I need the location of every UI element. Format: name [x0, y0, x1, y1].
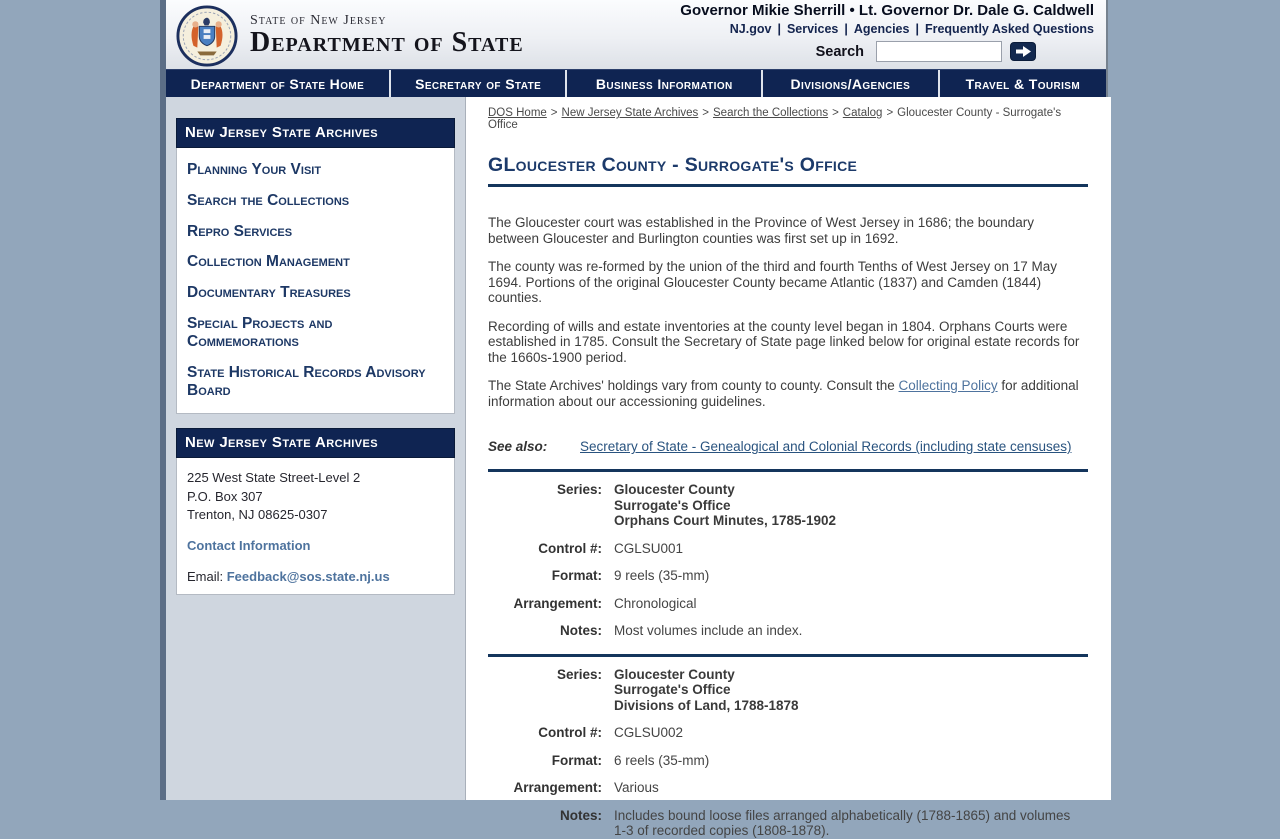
- quick-links: [680, 22, 1094, 36]
- new-jersey-state-seal-icon: [176, 5, 238, 67]
- collecting-policy-link[interactable]: Collecting Policy: [898, 378, 998, 393]
- breadcrumb: [488, 107, 1088, 131]
- record-row-notes: [488, 808, 1088, 839]
- catalog-record-2: [488, 667, 1088, 839]
- breadcrumb-state-archives[interactable]: New Jersey State Archives: [561, 107, 699, 119]
- breadcrumb-separator: >: [702, 107, 710, 119]
- control-value: CGLSU002: [614, 725, 684, 740]
- contact-information-link[interactable]: Contact Information: [187, 538, 311, 554]
- nav-item-divisions-agencies[interactable]: Divisions/Agencies: [761, 70, 938, 97]
- format-value: 6 reels (35-mm): [614, 752, 710, 768]
- content-area: [166, 97, 1106, 838]
- arrangement-value: Various: [614, 780, 659, 795]
- department-wordmark: [250, 13, 524, 57]
- quick-link-divider: |: [915, 22, 919, 36]
- record-row-format: [488, 568, 1088, 584]
- address-line-city: Trenton, NJ 08625-0307: [187, 506, 328, 522]
- quick-link-divider: |: [777, 22, 781, 36]
- page-title: GLoucester County - Surrogate's Office: [488, 154, 1088, 187]
- search-input[interactable]: [876, 41, 1002, 62]
- holdings-text-after: for additional information about our accessioning guidelines.: [488, 378, 1079, 409]
- search-label: Search: [815, 43, 864, 60]
- paragraph-court-established: The Gloucester court was established in the Province of West Jersey in 1686; the boundary between Gloucester and Burlington counties was first set up in 1692.: [488, 215, 1035, 246]
- notes-label: Notes:: [559, 623, 602, 638]
- breadcrumb-catalog[interactable]: Catalog: [842, 107, 883, 119]
- series-line: Divisions of Land, 1788-1878: [614, 697, 799, 713]
- quick-link-divider: |: [844, 22, 848, 36]
- email-row: [187, 569, 444, 584]
- nav-item-department-of-state-home[interactable]: Department of State Home: [190, 75, 365, 92]
- archives-nav-box: [176, 118, 455, 414]
- record-row-arrangement: [488, 596, 1088, 612]
- breadcrumb-dos-home[interactable]: DOS Home: [488, 107, 547, 119]
- series-line: Gloucester County: [614, 666, 735, 682]
- archives-contact-box: [176, 428, 455, 595]
- archives-nav-box-body: [176, 148, 455, 414]
- series-value: [614, 667, 799, 714]
- sidebar-item-documentary-treasures[interactable]: Documentary Treasures: [187, 284, 351, 302]
- sidebar-item-planning-your-visit[interactable]: Planning Your Visit: [187, 161, 322, 178]
- control-label: Control #:: [538, 540, 602, 556]
- nav-item-business-information[interactable]: Business Information: [565, 70, 761, 97]
- quick-link-services[interactable]: Services: [786, 22, 839, 36]
- control-label: Control #:: [538, 725, 602, 740]
- archives-nav-box-title: New Jersey State Archives: [176, 118, 455, 148]
- sidebar-item-collection-management[interactable]: Collection Management: [187, 253, 350, 271]
- quick-link-agencies[interactable]: Agencies: [853, 22, 910, 36]
- format-value: 9 reels (35-mm): [614, 568, 710, 583]
- notes-value: Most volumes include an index.: [614, 623, 803, 638]
- arrangement-label: Arrangement:: [513, 595, 602, 611]
- series-value: [614, 482, 836, 529]
- series-label: Series:: [556, 666, 602, 682]
- address-line-pobox: P.O. Box 307: [187, 488, 263, 504]
- series-line: Orphans Court Minutes, 1785-1902: [614, 513, 837, 528]
- record-row-notes: [488, 623, 1088, 639]
- record-row-arrangement: [488, 780, 1088, 796]
- email-feedback-link[interactable]: Feedback@sos.state.nj.us: [226, 569, 390, 585]
- state-of-new-jersey-text: State of New Jersey: [250, 12, 387, 28]
- breadcrumb-separator: >: [886, 107, 894, 119]
- arrow-right-icon: [1015, 46, 1031, 57]
- main-navigation: [166, 69, 1106, 97]
- series-label: Series:: [556, 482, 602, 497]
- series-line: Surrogate's Office: [614, 497, 731, 513]
- sidebar: [166, 97, 466, 800]
- arrangement-label: Arrangement:: [513, 780, 602, 795]
- nav-item-secretary-of-state[interactable]: Secretary of State: [389, 70, 566, 97]
- paragraph-holdings: [488, 378, 1088, 409]
- masthead: [166, 0, 1106, 69]
- arrangement-value: Chronological: [614, 595, 697, 611]
- sidebar-item-search-the-collections[interactable]: Search the Collections: [187, 191, 350, 209]
- see-also-genealogical-records-link[interactable]: Secretary of State - Genealogical and Colonial Records (including state censuses): [580, 439, 1072, 454]
- sidebar-item-repro-services[interactable]: Repro Services: [187, 222, 293, 240]
- masthead-right: [680, 0, 1106, 69]
- record-row-control: [488, 725, 1088, 741]
- format-label: Format:: [551, 752, 602, 768]
- breadcrumb-separator: >: [832, 107, 839, 119]
- nav-item-travel-tourism[interactable]: Travel & Tourism: [938, 70, 1106, 97]
- archives-contact-box-body: [176, 458, 455, 595]
- section-divider: [488, 469, 1088, 472]
- breadcrumb-current: Gloucester County - Surrogate's Office: [488, 107, 1062, 131]
- see-also-label: See also:: [488, 439, 548, 454]
- record-row-series: [488, 667, 1088, 714]
- notes-label: Notes:: [559, 807, 602, 823]
- department-logo-link[interactable]: [166, 0, 524, 69]
- record-row-series: [488, 482, 1088, 529]
- search-row: [680, 41, 1094, 62]
- catalog-record-1: [488, 482, 1088, 639]
- email-label: Email:: [187, 569, 227, 585]
- search-go-button[interactable]: [1010, 42, 1036, 61]
- format-label: Format:: [551, 568, 602, 583]
- record-row-control: [488, 541, 1088, 557]
- intro-paragraphs: [488, 215, 1088, 409]
- address-line-street: 225 West State Street-Level 2: [187, 470, 361, 486]
- series-line: Gloucester County: [614, 482, 735, 497]
- breadcrumb-separator: >: [550, 107, 558, 119]
- paragraph-recording-wills: Recording of wills and estate inventories at the county level began in 1804. Orphans Courts were established in 1785. Consult the Secretary of State page linked below for original estate records for the 1660s-1900 period.: [488, 318, 1080, 365]
- see-also-row: [488, 439, 1088, 454]
- main-column: [466, 97, 1111, 838]
- paragraph-county-reformed: The county was re-formed by the union of the third and fourth Tenths of West Jersey on 17 May 1694. Portions of the original Gloucester County became Atlantic (1837) and Camden (1844) counties.: [488, 259, 1058, 305]
- quick-link-faq[interactable]: Frequently Asked Questions: [924, 22, 1094, 36]
- holdings-text-before: The State Archives' holdings vary from county to county. Consult the: [488, 378, 899, 393]
- breadcrumb-search-collections[interactable]: Search the Collections: [713, 107, 829, 119]
- governor-line: Governor Mikie Sherrill • Lt. Governor Dr. Dale G. Caldwell: [680, 2, 1094, 19]
- record-row-format: [488, 753, 1088, 769]
- archives-contact-box-title: New Jersey State Archives: [176, 428, 455, 458]
- series-line: Surrogate's Office: [614, 682, 731, 697]
- sidebar-item-shrab[interactable]: State Historical Records Advisory Board: [187, 363, 426, 399]
- department-of-state-text: Department of State: [250, 26, 524, 58]
- quick-link-njgov[interactable]: NJ.gov: [729, 22, 772, 36]
- notes-value: Includes bound loose files arranged alphabetically (1788-1865) and volumes 1-3 of recorded copies (1808-1878).: [614, 807, 1071, 838]
- page-container: [160, 0, 1108, 838]
- control-value: CGLSU001: [614, 540, 684, 556]
- sidebar-item-special-projects[interactable]: Special Projects and Commemorations: [187, 315, 333, 350]
- section-divider: [488, 654, 1088, 657]
